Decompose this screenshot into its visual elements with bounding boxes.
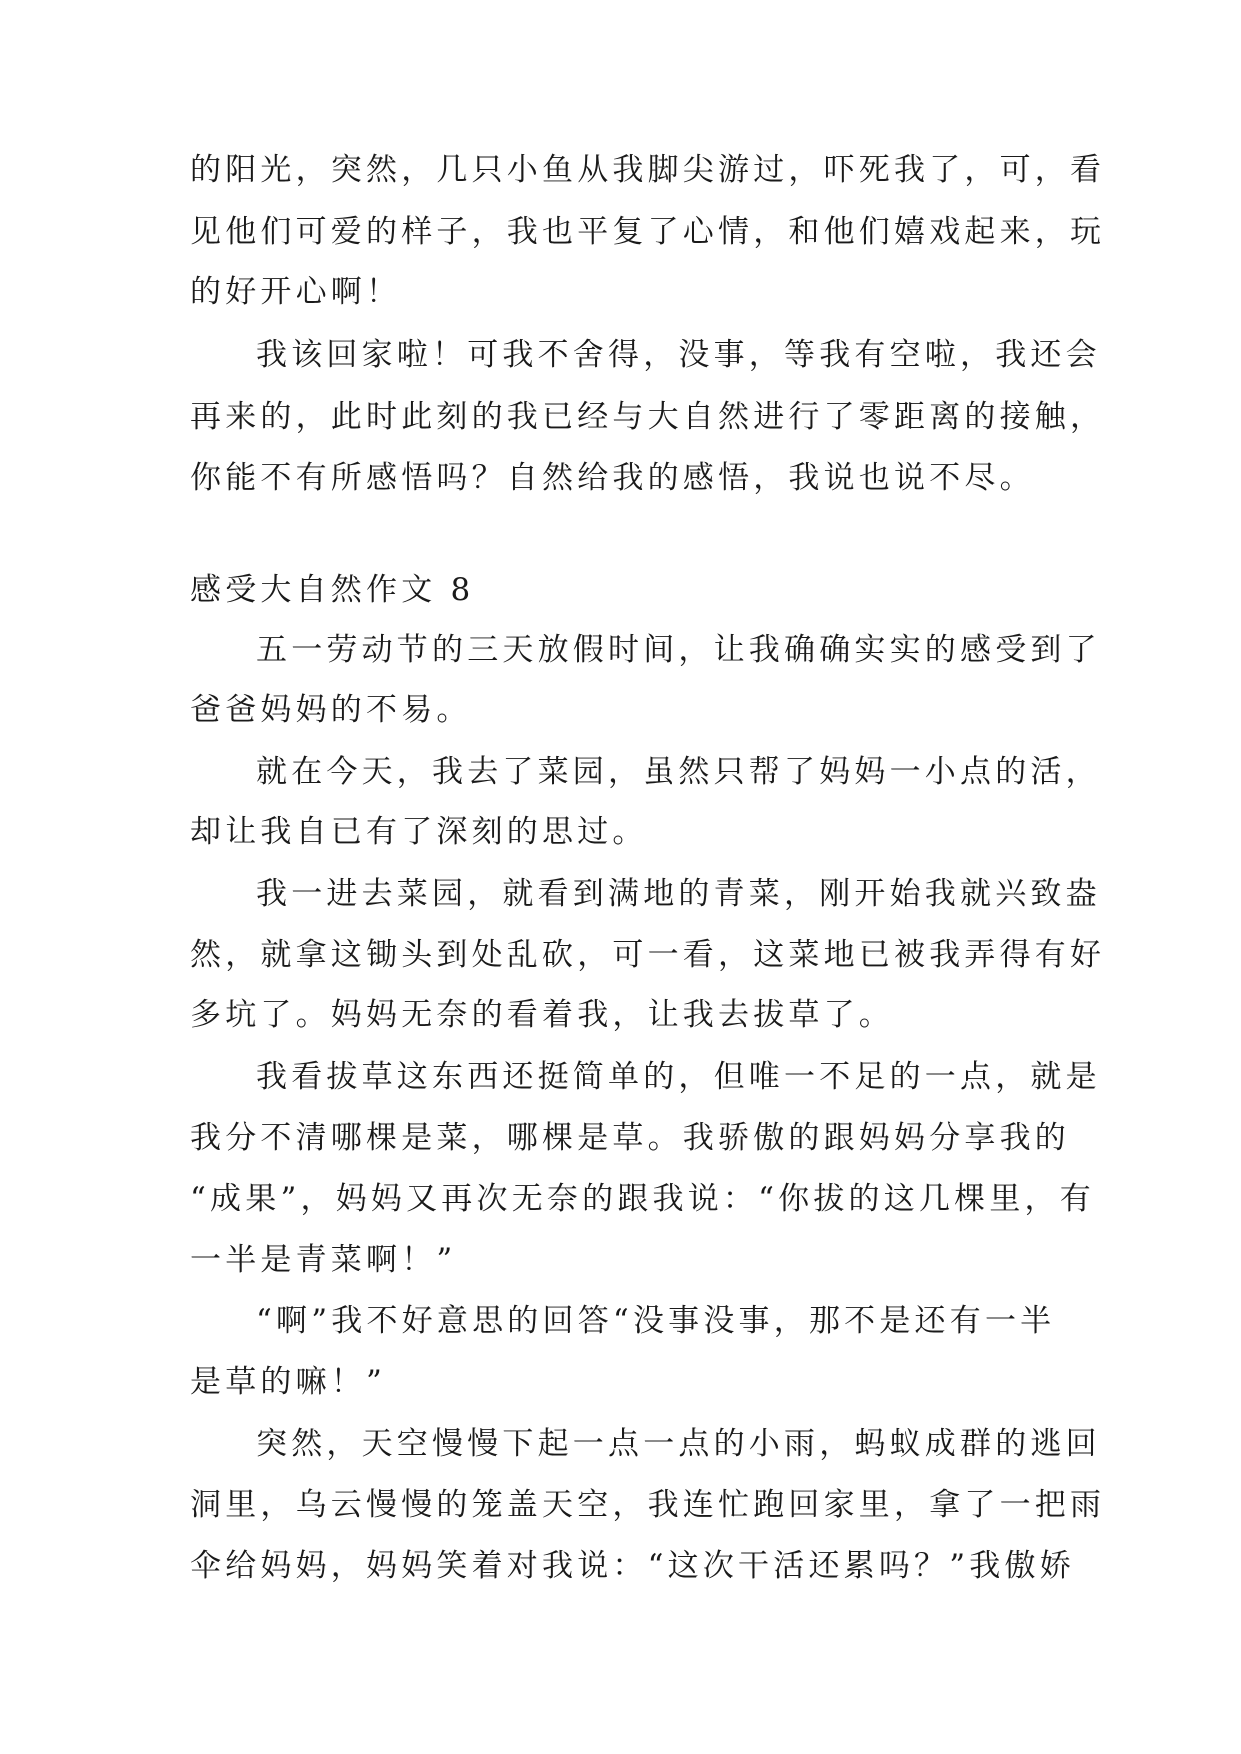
text-line: 爸爸妈妈的不易。 [190,692,472,728]
text-line: 你能不有所感悟吗？自然给我的感悟，我说也说不尽。 [190,460,1035,496]
text-line: “啊”我不好意思的回答“没事没事，那不是还有一半 [256,1303,1056,1339]
text-line: 我分不清哪棵是菜，哪棵是草。我骄傲的跟妈妈分享我的 [190,1120,1070,1156]
text-line: 伞给妈妈，妈妈笑着对我说：“这次干活还累吗？”我傲娇 [190,1548,1075,1584]
text-line: “成果”，妈妈又再次无奈的跟我说：“你拔的这几棵里，有 [190,1181,1095,1217]
text-line: 洞里，乌云慢慢的笼盖天空，我连忙跑回家里，拿了一把雨 [190,1487,1106,1523]
text-line: 我该回家啦！可我不舍得，没事，等我有空啦，我还会 [256,337,1101,373]
text-line: 是草的嘛！” [190,1364,387,1400]
text-line: 我一进去菜园，就看到满地的青菜，刚开始我就兴致盎 [256,876,1101,912]
text-line: 就在今天，我去了菜园，虽然只帮了妈妈一小点的活， [256,754,1101,790]
text-line: 然，就拿这锄头到处乱砍，可一看，这菜地已被我弄得有好 [190,937,1106,973]
text-line: 却让我自已有了深刻的思过。 [190,814,648,850]
section-title: 感受大自然作文 8 [190,572,475,608]
text-line: 突然，天空慢慢下起一点一点的小雨，蚂蚁成群的逃回 [256,1426,1101,1462]
text-line: 五一劳动节的三天放假时间，让我确确实实的感受到了 [256,632,1101,668]
text-line: 一半是青菜啊！” [190,1242,457,1278]
text-line: 我看拔草这东西还挺简单的，但唯一不足的一点，就是 [256,1059,1101,1095]
text-line: 再来的，此时此刻的我已经与大自然进行了零距离的接触， [190,399,1106,435]
text-line: 的好开心啊！ [190,274,402,310]
text-line: 多坑了。妈妈无奈的看着我，让我去拔草了。 [190,997,894,1033]
text-line: 的阳光，突然，几只小鱼从我脚尖游过，吓死我了，可，看 [190,152,1106,188]
text-line: 见他们可爱的样子，我也平复了心情，和他们嬉戏起来，玩 [190,214,1106,250]
